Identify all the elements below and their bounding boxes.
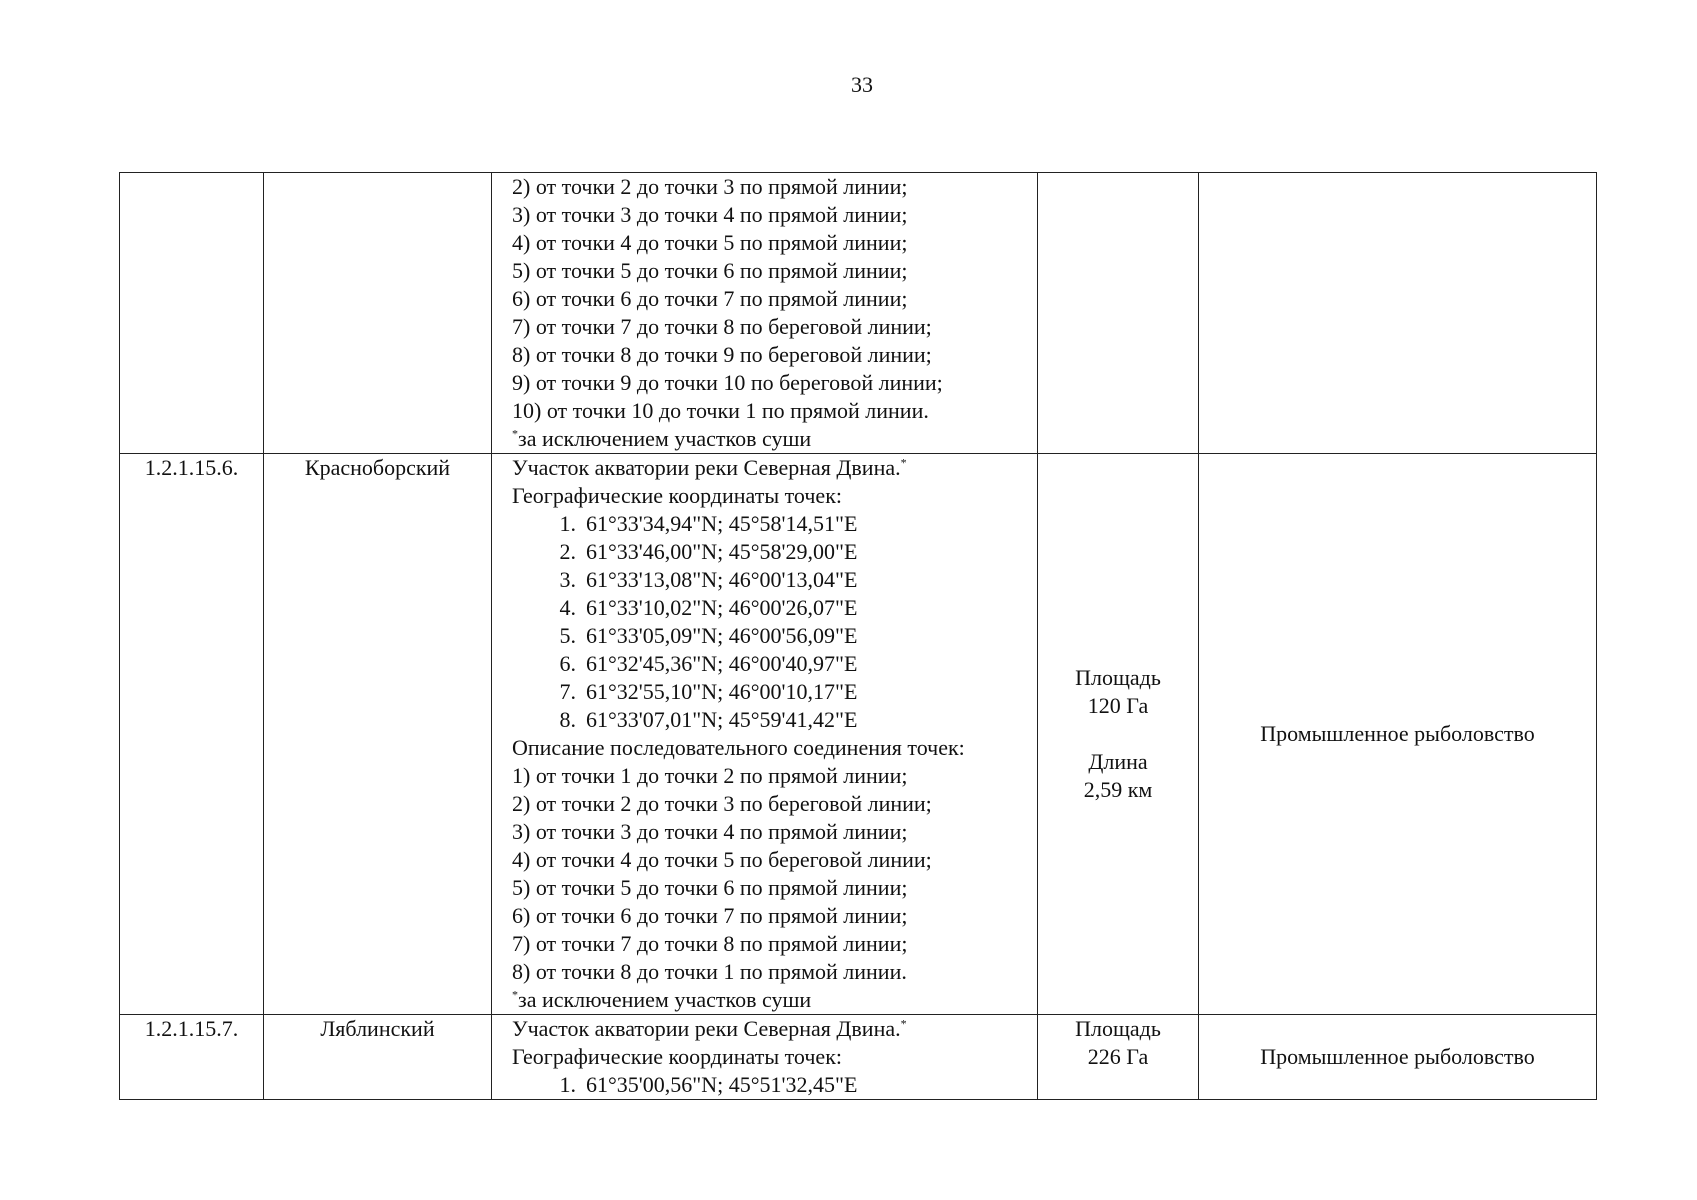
footnote: *за исключением участков суши	[512, 987, 812, 1012]
connection-line: 4) от точки 4 до точки 5 по береговой линии;	[512, 847, 932, 872]
connection-line: 2) от точки 2 до точки 3 по береговой линии;	[512, 791, 932, 816]
length-value: 2,59 км	[1083, 777, 1153, 802]
page-number: 33	[851, 72, 873, 97]
fishing-areas-table	[119, 172, 1597, 1100]
coordinate-item: 3. 61°33'13,08"N; 46°00'13,04"E	[559, 567, 858, 592]
area-title: Участок акватории реки Северная Двина.*	[512, 455, 907, 480]
description-cell	[492, 173, 1038, 454]
coordinate-item: 5. 61°33'05,09"N; 46°00'56,09"E	[559, 623, 858, 648]
coordinate-item: 1. 61°33'34,94"N; 45°58'14,51"E	[559, 511, 858, 536]
connection-line: 5) от точки 5 до точки 6 по прямой линии;	[512, 258, 908, 283]
area-label: Площадь	[1075, 665, 1161, 690]
connection-line: 9) от точки 9 до точки 10 по береговой линии;	[512, 370, 943, 395]
area-label: Площадь	[1075, 1016, 1161, 1041]
description-cell	[492, 1015, 1038, 1100]
coordinate-item: 1. 61°35'00,56"N; 45°51'32,45"E	[559, 1072, 858, 1097]
coordinate-list	[512, 510, 1033, 734]
row-number: 1.2.1.15.7.	[120, 1015, 264, 1100]
area-value: 120 Га	[1087, 693, 1149, 718]
usage-cell: Промышленное рыболовство	[1199, 1015, 1597, 1100]
coordinate-item: 8. 61°33'07,01"N; 45°59'41,42"E	[559, 707, 858, 732]
district-name: Красноборский	[264, 454, 492, 1015]
connection-label: Описание последовательного соединения точек:	[512, 735, 965, 760]
footnote-mark: *	[512, 987, 518, 1002]
footnote-mark: *	[512, 426, 518, 441]
connection-line: 10) от точки 10 до точки 1 по прямой линии.	[512, 398, 929, 423]
connection-line: 3) от точки 3 до точки 4 по прямой линии;	[512, 202, 908, 227]
measure-cell	[1038, 1015, 1199, 1100]
connection-line: 6) от точки 6 до точки 7 по прямой линии;	[512, 903, 908, 928]
number-cell	[120, 173, 264, 454]
area-title: Участок акватории реки Северная Двина.*	[512, 1016, 907, 1041]
district-cell	[264, 173, 492, 454]
length-label: Длина	[1088, 749, 1148, 774]
coordinate-item: 7. 61°32'55,10"N; 46°00'10,17"E	[559, 679, 858, 704]
connection-line: 5) от точки 5 до точки 6 по прямой линии;	[512, 875, 908, 900]
connection-line: 7) от точки 7 до точки 8 по прямой линии;	[512, 931, 908, 956]
connection-line: 8) от точки 8 до точки 1 по прямой линии.	[512, 959, 907, 984]
coords-label: Географические координаты точек:	[512, 1044, 842, 1069]
district-name: Ляблинский	[264, 1015, 492, 1100]
table-row	[120, 173, 1597, 454]
connection-line: 3) от точки 3 до точки 4 по прямой линии;	[512, 819, 908, 844]
measure-cell	[1038, 454, 1199, 1015]
usage-cell: Промышленное рыболовство	[1199, 454, 1597, 1015]
row-number: 1.2.1.15.6.	[120, 454, 264, 1015]
table-row	[120, 454, 1597, 1015]
footnote: *за исключением участков суши	[512, 426, 812, 451]
coordinate-item: 6. 61°32'45,36"N; 46°00'40,97"E	[559, 651, 858, 676]
usage-cell	[1199, 173, 1597, 454]
connection-line: 6) от точки 6 до точки 7 по прямой линии;	[512, 286, 908, 311]
connection-line: 7) от точки 7 до точки 8 по береговой линии;	[512, 314, 932, 339]
connection-line: 1) от точки 1 до точки 2 по прямой линии;	[512, 763, 908, 788]
connection-line: 4) от точки 4 до точки 5 по прямой линии;	[512, 230, 908, 255]
coordinate-item: 4. 61°33'10,02"N; 46°00'26,07"E	[559, 595, 858, 620]
coords-label: Географические координаты точек:	[512, 483, 842, 508]
footnote-mark: *	[900, 1016, 907, 1031]
connection-line: 8) от точки 8 до точки 9 по береговой линии;	[512, 342, 932, 367]
connection-line: 2) от точки 2 до точки 3 по прямой линии;	[512, 174, 908, 199]
measure-cell	[1038, 173, 1199, 454]
table-row	[120, 1015, 1597, 1100]
coordinate-list	[512, 1071, 1033, 1099]
area-value: 226 Га	[1087, 1044, 1149, 1069]
coordinate-item: 2. 61°33'46,00"N; 45°58'29,00"E	[559, 539, 858, 564]
footnote-mark: *	[900, 455, 907, 470]
description-cell	[492, 454, 1038, 1015]
